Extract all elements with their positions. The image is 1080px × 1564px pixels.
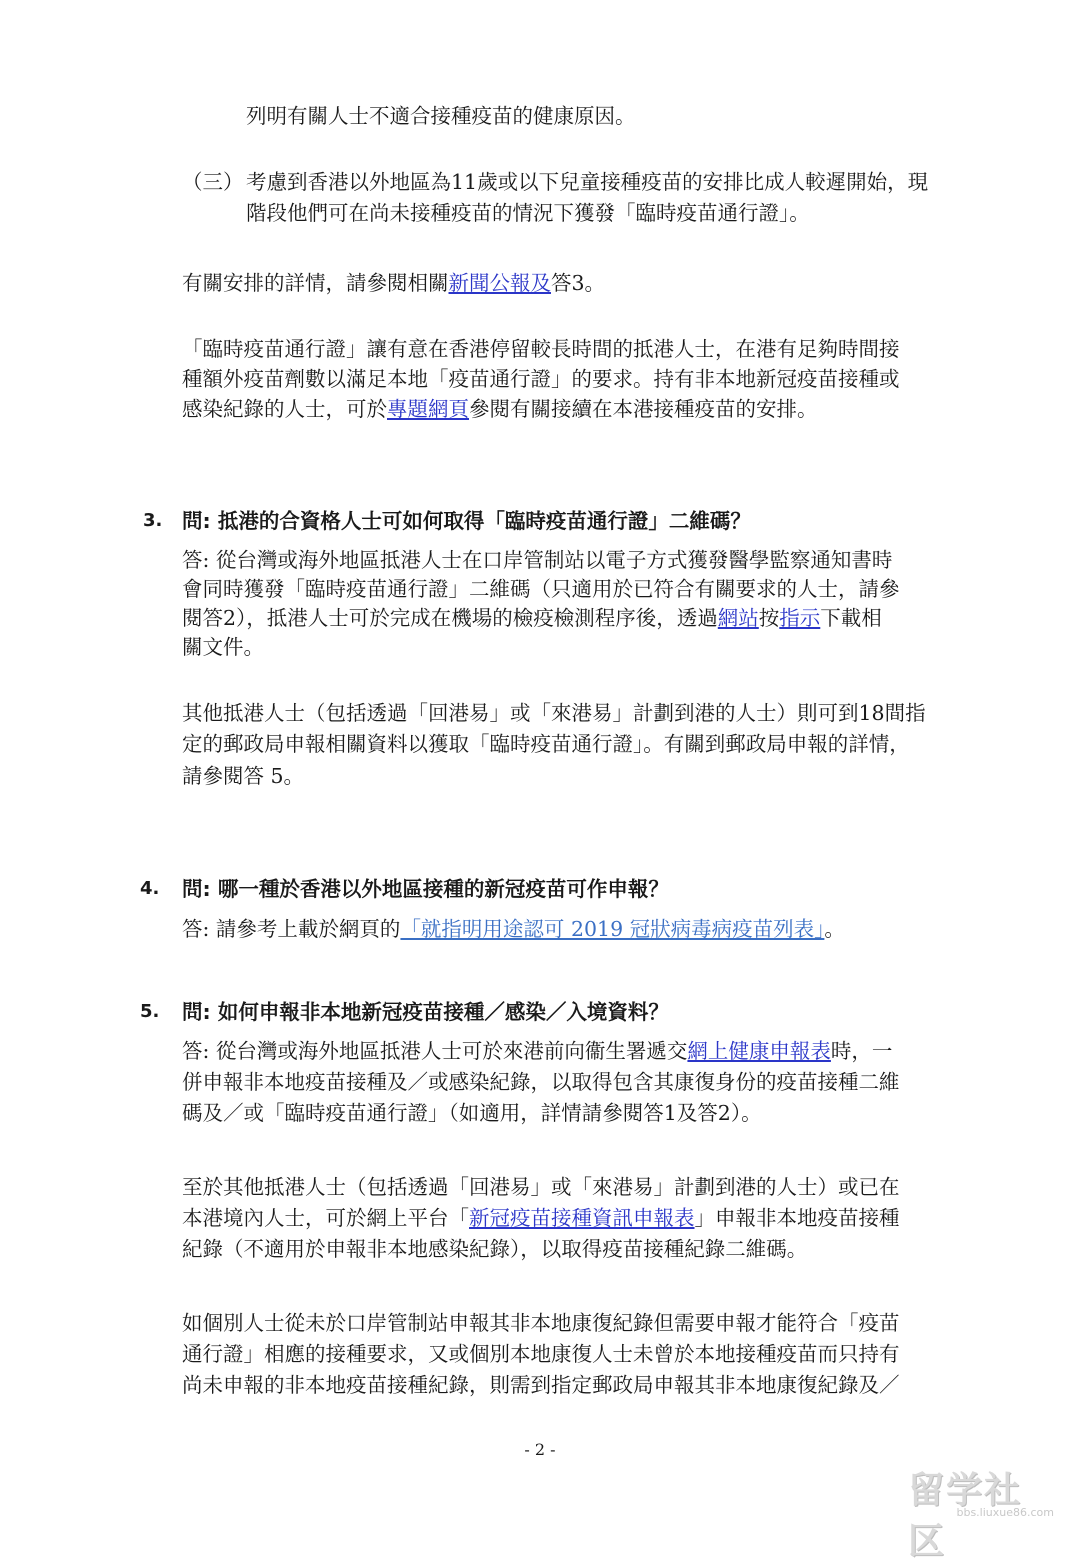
text: 答3。 xyxy=(551,271,606,295)
text: 。 xyxy=(824,917,845,941)
instructions-link[interactable]: 指示 xyxy=(779,606,821,630)
paragraph-line: 考慮到香港以外地區為11歲或以下兒童接種疫苗的安排比成人較遲開始，現 xyxy=(246,170,929,194)
text: 閱答2），抵港人士可於完成在機場的檢疫檢測程序後，透過 xyxy=(182,606,718,630)
vaccination-declaration-form-link[interactable]: 新冠疫苗接種資訊申報表 xyxy=(469,1206,695,1230)
paragraph-line: 如個別人士從未於口岸管制站申報其非本地康復紀錄但需要申報才能符合「疫苗 xyxy=(182,1311,900,1335)
question-number: 4. xyxy=(140,878,160,899)
question-heading: 問: 如何申報非本地新冠疫苗接種／感染／入境資料？ xyxy=(182,1000,669,1024)
press-release-link[interactable]: 新聞公報及 xyxy=(448,271,551,295)
paragraph-line: 定的郵政局申報相關資料以獲取「臨時疫苗通行證」。有關到郵政局申報的詳情， xyxy=(182,732,910,756)
paragraph-line: 階段他們可在尚未接種疫苗的情況下獲發「臨時疫苗通行證」。 xyxy=(246,201,810,225)
online-health-declaration-link[interactable]: 網上健康申報表 xyxy=(687,1039,831,1063)
question-number: 3. xyxy=(143,510,163,531)
text: 本港境內人士，可於網上平台「 xyxy=(182,1206,469,1230)
paragraph-line: 至於其他抵港人士（包括透過「回港易」或「來港易」計劃到港的人士）或已在 xyxy=(182,1175,900,1199)
text: 有關安排的詳情，請參閱相關 xyxy=(182,271,449,295)
text: 答: 從台灣或海外地區抵港人士可於來港前向衞生署遞交 xyxy=(182,1039,688,1063)
thematic-webpage-link[interactable]: 專題網頁 xyxy=(387,397,469,421)
answer-line: 碼及／或「臨時疫苗通行證」（如適用，詳情請參閱答1及答2）。 xyxy=(182,1101,762,1125)
paragraph-line: 請參閱答 5。 xyxy=(182,764,305,788)
text: 時，一 xyxy=(830,1039,893,1063)
answer-line xyxy=(182,608,882,629)
watermark xyxy=(908,1462,1058,1562)
paragraph-line xyxy=(182,399,818,420)
paragraph-line: 尚未申報的非本地疫苗接種紀錄，則需到指定郵政局申報其非本地康復紀錄及／ xyxy=(182,1373,900,1397)
paragraph-line: 通行證」相應的接種要求，又或個別本地康復人士未曾於本地接種疫苗而只持有 xyxy=(182,1342,900,1366)
text: 下載相 xyxy=(820,606,882,630)
website-link[interactable]: 網站 xyxy=(717,606,759,630)
page-number: - 2 - xyxy=(524,1440,556,1459)
paragraph-line xyxy=(182,273,605,294)
text: 答: 請參考上載於網頁的 xyxy=(182,917,401,941)
vaccine-list-link[interactable]: 「就指明用途認可 2019 冠狀病毒病疫苗列表」 xyxy=(400,917,825,941)
paragraph-line: 紀錄（不適用於申報非本地感染紀錄），以取得疫苗接種紀錄二維碼。 xyxy=(182,1237,808,1261)
question-heading: 問: 哪一種於香港以外地區接種的新冠疫苗可作申報？ xyxy=(182,877,669,901)
question-number: 5. xyxy=(140,1001,160,1022)
paragraph-line xyxy=(182,1208,900,1229)
paragraph-line: 列明有關人士不適合接種疫苗的健康原因。 xyxy=(246,104,636,128)
question-heading: 問: 抵港的合資格人士可如何取得「臨時疫苗通行證」二維碼？ xyxy=(182,509,751,533)
text: 按 xyxy=(758,606,780,630)
sub-item-label: （三） xyxy=(182,170,244,194)
answer-line xyxy=(182,919,845,940)
text: 感染紀錄的人士，可於 xyxy=(182,397,387,421)
text: 」申報非本地疫苗接種 xyxy=(694,1206,900,1230)
answer-line: 關文件。 xyxy=(182,635,264,659)
paragraph-line: 其他抵港人士（包括透過「回港易」或「來港易」計劃到港的人士）則可到18間指 xyxy=(182,701,926,725)
paragraph-line: 種額外疫苗劑數以滿足本地「疫苗通行證」的要求。持有非本地新冠疫苗接種或 xyxy=(182,367,900,391)
paragraph-line: 「臨時疫苗通行證」讓有意在香港停留較長時間的抵港人士，在港有足夠時間接 xyxy=(182,337,900,361)
text: 參閱有關接續在本港接種疫苗的安排。 xyxy=(469,397,818,421)
answer-line: 併申報非本地疫苗接種及／或感染紀錄，以取得包含其康復身份的疫苗接種二維 xyxy=(182,1070,900,1094)
answer-line: 會同時獲發「臨時疫苗通行證」二維碼（只適用於已符合有關要求的人士，請參 xyxy=(182,577,900,601)
watermark-logo-text: 留学社区 xyxy=(908,1470,1023,1562)
answer-line xyxy=(182,1041,892,1062)
answer-line: 答: 從台灣或海外地區抵港人士在口岸管制站以電子方式獲發醫學監察通知書時 xyxy=(182,548,893,572)
watermark-url: bbs.liuxue86.com xyxy=(956,1506,1054,1519)
